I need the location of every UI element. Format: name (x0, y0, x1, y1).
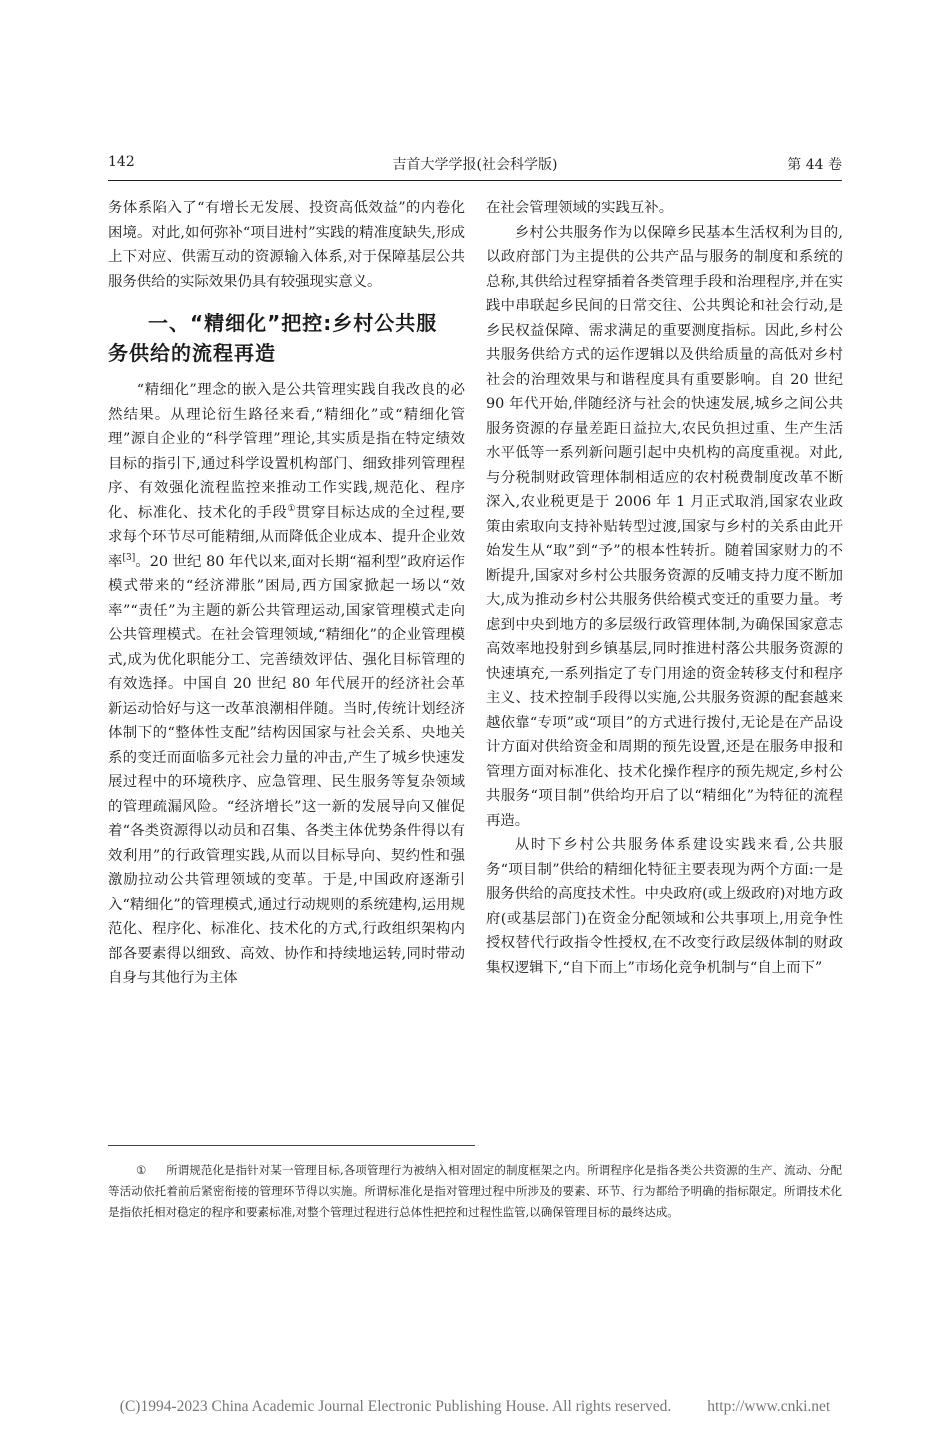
section-heading-line-2: 务供给的流程再造 (108, 341, 276, 365)
section-heading-line-1: 一、“精细化”把控:乡村公共服 (148, 311, 438, 335)
left-column (108, 196, 465, 991)
paragraph-text: 贯穿目标达成的全过程,要求每个环节尽可能精细,从而降低企业成本、提升企业效率 (108, 504, 465, 570)
body-paragraph (108, 378, 465, 991)
paragraph-text: “精细化”理念的嵌入是公共管理实践自我改良的必然结果。从理论衍生路径来看,“精细化”或“精细化管理”源自企业的“科学管理”理论,其实质是指在特定绩效目标的指引下,通过科学设置机构部门、细致排列管理程序、有效强化流程监控来推动工作实践,规范化、程序化、标准化、技术化的手段 (108, 382, 465, 521)
body-paragraph: 从时下乡村公共服务体系建设实践来看,公共服务“项目制”供给的精细化特征主要表现为两个方面:一是服务供给的高度技术性。中央政府(或上级政府)对地方政府(或基层部门)在资金分配领域和公共事项上,用竞争性授权替代行政指令性授权,在不改变行政层级体制的财政集权逻辑下,“自下而上”市场化竞争机制与“自上而下” (486, 837, 843, 976)
journal-title: 吉首大学学报(社会科学版) (392, 157, 558, 173)
copyright-notice: (C)1994-2023 China Academic Journal Electronic Publishing House. All rights reserved. (119, 1398, 672, 1415)
footnote (108, 1160, 842, 1223)
footnote-marker[interactable]: ① (287, 503, 296, 514)
paragraph-text: 。20 世纪 80 年代以来,面对长期“福利型”政府运作模式带来的“经济滞胀”困局,西方国家掀起一场以“效率”“责任”为主题的新公共管理运动,国家管理模式走向公共管理模式。在社会管理领域,“精细化”的企业管理模式,成为优化职能分工、完善绩效评估、强化目标管理的有效选择。中国自 20 世纪 80 年代展开的经济社会革新运动恰好与这一改革浪潮相伴随。当时,传统计划经济体制下的“整体性支配”结构因国家与社会关系、央地关系的变迁而面临多元社会力量的冲击,产生了城乡快速发展过程中的环境秩序、应急管理、民生服务等复杂领域的管理疏漏风险。“经济增长”这一新的发展导向又催促着“各类资源得以动员和召集、各类主体优势条件得以有效利用”的行政管理实践,从而以目标导向、契约性和强激励拉动公共管理领域的变革。于是,中国政府逐渐引入“精细化”的管理模式,通过行动规则的系统建构,运用规范化、程序化、标准化、技术化的方式,行政组织架构内部各要素得以细致、高效、协作和持续地运转,同时带动自身与其他行为主体 (108, 553, 465, 986)
volume-label: 第 44 卷 (787, 157, 842, 173)
right-column (486, 196, 843, 980)
cnki-link[interactable]: http://www.cnki.net (707, 1398, 831, 1415)
header-rule (108, 180, 842, 181)
page-number: 142 (108, 154, 135, 170)
body-paragraph: 乡村公共服务作为以保障乡民基本生活权利为目的,以政府部门为主提供的公共产品与服务的制度和系统的总称,其供给过程穿插着各类管理手段和治理程序,并在实践中串联起乡民间的日常交往、公共舆论和社会行动,是乡民权益保障、需求满足的重要测度指标。因此,乡村公共服务供给方式的运作逻辑以及供给质量的高低对乡村社会的治理效果与和谐程度具有重要影响。自 20 世纪 90 年代开始,伴随经济与社会的快速发展,城乡之间公共服务资源的存量差距日益拉大,农民负担过重、生产生活水平低等一系列新问题引起中央机构的高度重视。对此,与分税制财政管理体制相适应的农村税费制度改革不断深入,农业税更是于 2006 年 1 月正式取消,国家农业政策由索取向支持补贴转型过渡,国家与乡村的关系由此开始发生从“取”到“予”的根本性转折。随着国家财力的不断提升,国家对乡村公共服务资源的反哺支持力度不断加大,成为推动乡村公共服务供给模式变迁的重要力量。考虑到中央到地方的多层级行政管理体制,为确保国家意志高效率地投射到乡镇基层,同时推进村落公共服务资源的快速填充,一系列指定了专门用途的资金转移支付和程序主义、技术控制手段得以实施,公共服务资源的配套越来越依靠“专项”或“项目”的方式进行拨付,无论是在产品设计方面对供给资金和周期的预先设置,还是在服务申报和管理方面对标准化、技术化操作程序的预先规定,乡村公共服务“项目制”供给均开启了以“精细化”为特征的流程再造。 (486, 224, 843, 829)
copyright-footer (0, 1398, 950, 1416)
footnote-rule (108, 1145, 475, 1146)
continued-paragraph: 务体系陷入了“有增长无发展、投资高低效益”的内卷化困境。对此,如何弥补“项目进村”实践的精准度缺失,形成上下对应、供需互动的资源输入体系,对于保障基层公共服务供给的实际效果仍具有较强现实意义。 (108, 200, 465, 290)
continued-paragraph: 在社会管理领域的实践互补。 (486, 200, 674, 216)
section-heading (108, 308, 465, 368)
citation-reference[interactable]: [3] (122, 552, 136, 563)
footnote-text: 所谓规范化是指针对某一管理目标,各项管理行为被纳入相对固定的制度框架之内。所谓程序化是指各类公共资源的生产、流动、分配等活动依托着前后紧密衔接的管理环节得以实施。所谓标准化是指对管理过程中所涉及的要素、环节、行为都给予明确的指标限定。所谓技术化是指依托相对稳定的程序和要素标准,对整个管理过程进行总体性把控和过程性监管,以确保管理目标的最终达成。 (108, 1163, 842, 1219)
footnote-mark: ① (136, 1163, 147, 1177)
running-header (108, 154, 842, 178)
